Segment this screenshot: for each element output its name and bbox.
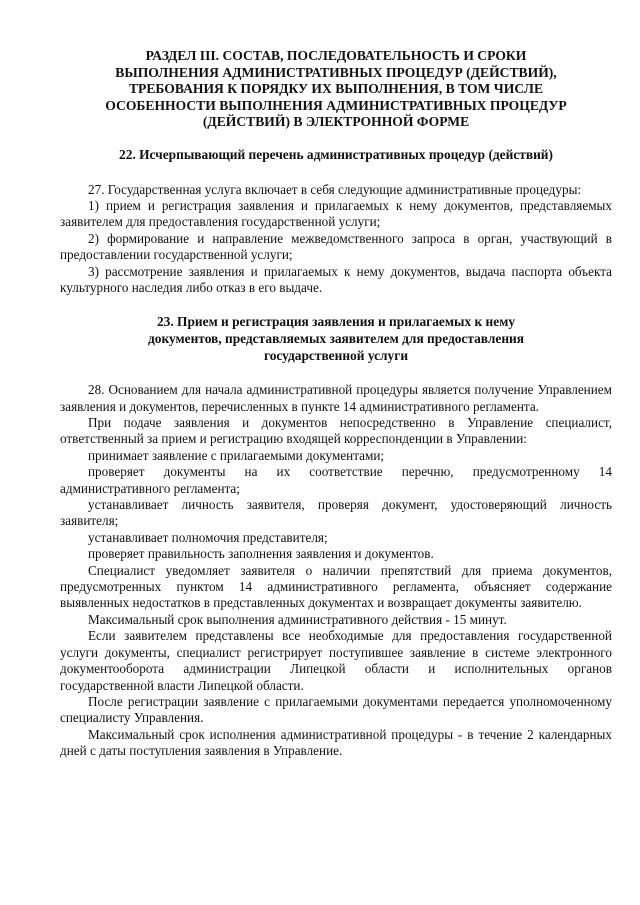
list-item-procedure-1: 1) прием и регистрация заявления и прилагаемых к нему документов, представляемых заявителем для предоставления государственной услуги; xyxy=(60,197,612,230)
subsection-23-heading xyxy=(60,314,612,364)
list-item-establishes-authority: устанавливает полномочия представителя; xyxy=(88,529,328,545)
section-title-line: (ДЕЙСТВИЙ) В ЭЛЕКТРОННОЙ ФОРМЕ xyxy=(202,114,470,130)
paragraph-max-time-15-min: Максимальный срок выполнения административного действия - 15 минут. xyxy=(88,611,507,627)
paragraph-notification: Специалист уведомляет заявителя о наличии препятствий для приема документов, предусмотренных пунктом 14 административного регламента, объясняет содержание выявленных недостатков в представленных документах и возвращает документы заявителю. xyxy=(60,562,612,611)
section-title-line: РАЗДЕЛ III. СОСТАВ, ПОСЛЕДОВАТЕЛЬНОСТЬ И СРОКИ xyxy=(145,48,527,63)
list-item-checks-documents: проверяет документы на их соответствие перечню, предусмотренному 14 административного регламента; xyxy=(60,464,612,496)
list-item-identifies-applicant: устанавливает личность заявителя, проверяя документ, удостоверяющий личность заявителя; xyxy=(60,497,612,529)
section-title xyxy=(60,48,612,131)
paragraph-28: 28. Основанием для начала административной процедуры является получение Управлением заявления и документов, перечисленных в пункте 14 административного регламента. xyxy=(60,382,612,414)
subsection-23-heading-line: 23. Прием и регистрация заявления и прилагаемых к нему xyxy=(156,314,516,330)
subsection-23-heading-line: государственной услуги xyxy=(263,347,409,363)
paragraph-27: 27. Государственная услуга включает в себя следующие административные процедуры: xyxy=(88,181,582,197)
section-title-line: ОСОБЕННОСТИ ВЫПОЛНЕНИЯ АДМИНИСТРАТИВНЫХ ПРОЦЕДУР xyxy=(105,97,567,113)
subsection-22-heading: 22. Исчерпывающий перечень административных процедур (действий) xyxy=(119,146,553,162)
paragraph-transfer: После регистрации заявление с прилагаемыми документами передается уполномоченному специалисту Управления. xyxy=(60,693,612,726)
list-item-checks-completion: проверяет правильность заполнения заявления и документов. xyxy=(88,546,434,562)
subsection-23-body xyxy=(60,382,612,759)
spacer xyxy=(60,296,612,314)
list-item-accepts-application: принимает заявление с прилагаемыми документами; xyxy=(88,447,385,463)
subsection-23-heading-line: документов, представляемых заявителем для предоставления xyxy=(148,331,524,346)
list-item-procedure-3: 3) рассмотрение заявления и прилагаемых к нему документов, выдача паспорта объекта культурного наследия либо отказ в его выдаче. xyxy=(60,263,612,295)
paragraph-in-person-submission: При подаче заявления и документов непосредственно в Управление специалист, ответственный за прием и регистрацию входящей корреспонденции в Управлении: xyxy=(60,415,612,447)
section-title-line: ТРЕБОВАНИЯ К ПОРЯДКУ ИХ ВЫПОЛНЕНИЯ, В ТОМ ЧИСЛЕ xyxy=(128,81,544,97)
paragraph-registration: Если заявителем представлены все необходимые для предоставления государственной услуги документы, специалист регистрирует поступившее заявление в системе электронного документооборота администрации Липецкой области и исполнительных органов государственной власти Липецкой области. xyxy=(60,628,612,693)
paragraph-max-time-2-days: Максимальный срок исполнения административной процедуры - в течение 2 календарных дней с даты поступления заявления в Управление. xyxy=(60,726,612,759)
subsection-22-body xyxy=(60,182,612,297)
section-title-line: ВЫПОЛНЕНИЯ АДМИНИСТРАТИВНЫХ ПРОЦЕДУР (ДЕЙСТВИЙ), xyxy=(115,64,557,80)
list-item-procedure-2: 2) формирование и направление межведомственного запроса в орган, участвующий в предоставлении государственной услуги; xyxy=(60,230,612,263)
